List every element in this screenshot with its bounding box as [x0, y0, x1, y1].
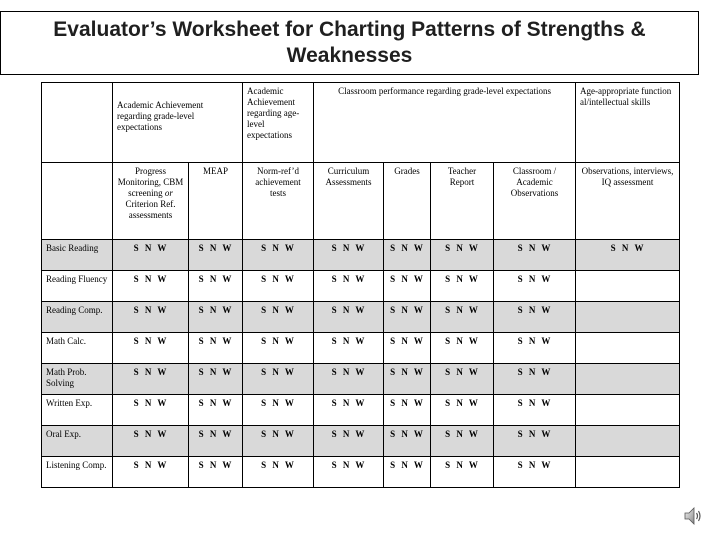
snw-cell: S N W — [494, 426, 576, 457]
snw-cell: S N W — [384, 302, 431, 333]
row-label: Math Calc. — [42, 333, 113, 364]
snw-cell: S N W — [384, 333, 431, 364]
worksheet-table — [41, 82, 680, 488]
snw-cell: S N W — [189, 302, 243, 333]
header-row-2 — [42, 163, 680, 240]
header-empty-cell — [42, 83, 113, 163]
header-row-1 — [42, 83, 680, 163]
header-empty-cell-2 — [42, 163, 113, 240]
snw-cell: S N W — [384, 426, 431, 457]
snw-cell: S N W — [314, 426, 384, 457]
header-progress-monitoring: Progress Monitoring, CBM screening or Criterion Ref. assessments — [113, 163, 189, 240]
snw-cell: S N W — [384, 240, 431, 271]
header-observations: Observations, interviews, IQ assessment — [576, 163, 680, 240]
snw-cell: S N W — [494, 333, 576, 364]
header-academic-achievement-age: Academic Achievement regarding age-level expectations — [243, 83, 314, 163]
header-classroom-performance: Classroom performance regarding grade-level expectations — [314, 83, 576, 163]
snw-cell: S N W — [314, 302, 384, 333]
snw-cell: S N W — [314, 333, 384, 364]
row-label: Oral Exp. — [42, 426, 113, 457]
snw-cell: S N W — [494, 271, 576, 302]
header-curriculum: Curriculum Assessments — [314, 163, 384, 240]
snw-cell: S N W — [431, 302, 494, 333]
page-title: Evaluator’s Worksheet for Charting Patterns of Strengths & Weaknesses — [53, 18, 646, 67]
snw-cell: S N W — [113, 333, 189, 364]
empty-cell — [576, 364, 680, 395]
snw-cell: S N W — [314, 240, 384, 271]
snw-cell: S N W — [494, 240, 576, 271]
snw-cell: S N W — [431, 364, 494, 395]
row-label: Written Exp. — [42, 395, 113, 426]
snw-cell: S N W — [243, 395, 314, 426]
snw-cell: S N W — [113, 457, 189, 488]
row-label: Reading Fluency — [42, 271, 113, 302]
snw-cell: S N W — [243, 457, 314, 488]
snw-cell: S N W — [189, 333, 243, 364]
snw-cell: S N W — [189, 457, 243, 488]
header-grades: Grades — [384, 163, 431, 240]
snw-cell: S N W — [113, 302, 189, 333]
header-academic-achievement: Academic Achievement regarding grade-level expectations — [113, 83, 243, 163]
snw-cell: S N W — [189, 426, 243, 457]
snw-cell: S N W — [113, 240, 189, 271]
table-row — [42, 426, 680, 457]
header-meap: MEAP — [189, 163, 243, 240]
snw-cell: S N W — [243, 333, 314, 364]
table-row — [42, 364, 680, 395]
snw-cell: S N W — [113, 395, 189, 426]
empty-cell — [576, 457, 680, 488]
snw-cell: S N W — [113, 426, 189, 457]
table-row — [42, 395, 680, 426]
snw-cell: S N W — [431, 395, 494, 426]
snw-cell: S N W — [431, 240, 494, 271]
snw-cell: S N W — [243, 426, 314, 457]
table-row — [42, 271, 680, 302]
header-norm-ref: Norm-ref’d achievement tests — [243, 163, 314, 240]
snw-cell: S N W — [431, 271, 494, 302]
snw-cell: S N W — [243, 271, 314, 302]
title-box — [0, 11, 699, 75]
snw-cell: S N W — [384, 271, 431, 302]
snw-cell: S N W — [576, 240, 680, 271]
snw-cell: S N W — [494, 395, 576, 426]
snw-cell: S N W — [431, 333, 494, 364]
empty-cell — [576, 426, 680, 457]
snw-cell: S N W — [243, 364, 314, 395]
table-row — [42, 333, 680, 364]
snw-cell: S N W — [314, 364, 384, 395]
table-row — [42, 302, 680, 333]
snw-cell: S N W — [243, 240, 314, 271]
speaker-icon[interactable] — [682, 505, 704, 527]
snw-cell: S N W — [243, 302, 314, 333]
snw-cell: S N W — [494, 457, 576, 488]
empty-cell — [576, 302, 680, 333]
snw-cell: S N W — [384, 395, 431, 426]
snw-cell: S N W — [494, 302, 576, 333]
snw-cell: S N W — [113, 271, 189, 302]
snw-cell: S N W — [384, 364, 431, 395]
table-row — [42, 457, 680, 488]
empty-cell — [576, 395, 680, 426]
snw-cell: S N W — [314, 271, 384, 302]
header-teacher-report: Teacher Report — [431, 163, 494, 240]
row-label: Math Prob. Solving — [42, 364, 113, 395]
snw-cell: S N W — [314, 457, 384, 488]
row-label: Listening Comp. — [42, 457, 113, 488]
header-classroom-observations: Classroom / Academic Observations — [494, 163, 576, 240]
snw-cell: S N W — [494, 364, 576, 395]
snw-cell: S N W — [431, 426, 494, 457]
snw-cell: S N W — [113, 364, 189, 395]
snw-cell: S N W — [314, 395, 384, 426]
table-row — [42, 240, 680, 271]
snw-cell: S N W — [189, 240, 243, 271]
row-label: Reading Comp. — [42, 302, 113, 333]
snw-cell: S N W — [189, 364, 243, 395]
snw-cell: S N W — [384, 457, 431, 488]
empty-cell — [576, 271, 680, 302]
header-age-appropriate: Age-appropriate functional/intellectual skills — [576, 83, 680, 163]
snw-cell: S N W — [189, 395, 243, 426]
row-label: Basic Reading — [42, 240, 113, 271]
snw-cell: S N W — [189, 271, 243, 302]
empty-cell — [576, 333, 680, 364]
snw-cell: S N W — [431, 457, 494, 488]
